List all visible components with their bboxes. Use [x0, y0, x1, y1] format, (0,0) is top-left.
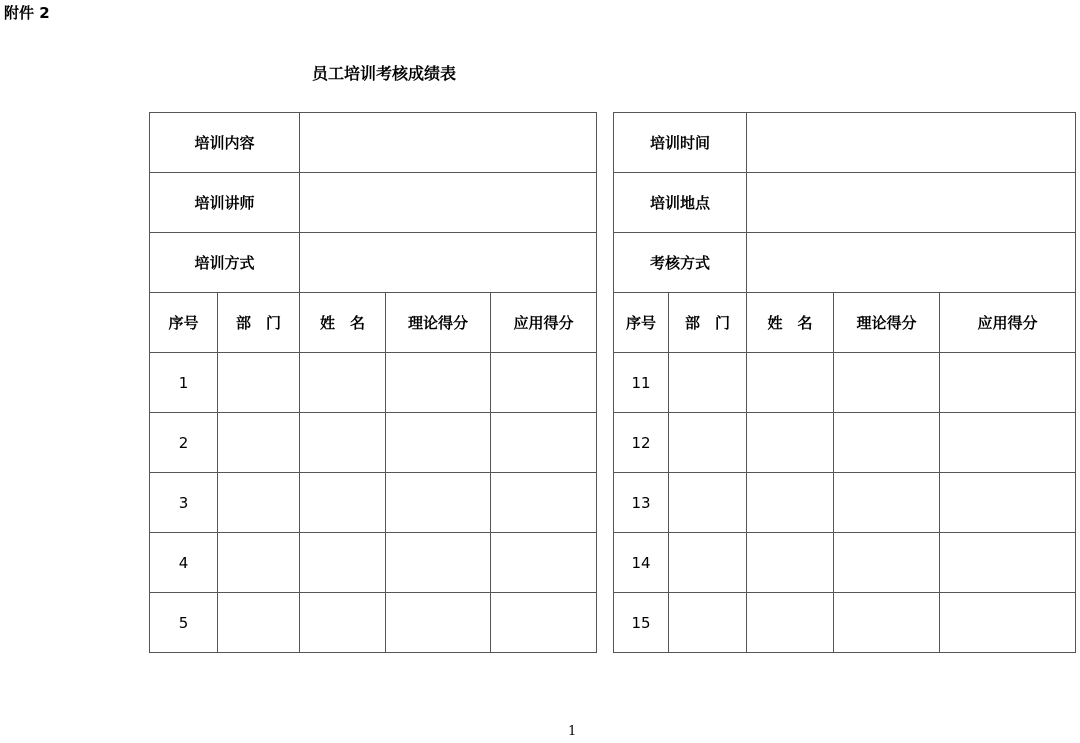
- info-label-training-location: 培训地点: [614, 173, 747, 233]
- annex-label: 附件 2: [4, 4, 50, 22]
- col-header-dept: 部 门: [669, 293, 747, 353]
- dept-cell[interactable]: [669, 413, 747, 473]
- row-number: 11: [614, 353, 669, 413]
- dept-cell[interactable]: [669, 353, 747, 413]
- table-row: [614, 533, 1076, 593]
- theory-score-cell[interactable]: [386, 593, 491, 653]
- table-row: [150, 593, 597, 653]
- applied-score-cell[interactable]: [491, 473, 597, 533]
- table-row: [150, 473, 597, 533]
- row-number: 3: [150, 473, 218, 533]
- dept-cell[interactable]: [669, 533, 747, 593]
- row-number: 13: [614, 473, 669, 533]
- col-header-applied-score: 应用得分: [940, 293, 1076, 353]
- name-cell[interactable]: [300, 593, 386, 653]
- info-value-training-time[interactable]: [747, 113, 1076, 173]
- row-number: 2: [150, 413, 218, 473]
- name-cell[interactable]: [747, 353, 834, 413]
- row-number: 5: [150, 593, 218, 653]
- info-value-training-method[interactable]: [300, 233, 597, 293]
- page-number: 1: [568, 724, 577, 739]
- theory-score-cell[interactable]: [834, 353, 940, 413]
- dept-cell[interactable]: [218, 353, 300, 413]
- score-table-right: [613, 112, 1076, 653]
- name-cell[interactable]: [747, 413, 834, 473]
- applied-score-cell[interactable]: [491, 593, 597, 653]
- name-cell[interactable]: [300, 473, 386, 533]
- dept-cell[interactable]: [218, 533, 300, 593]
- info-row: [614, 113, 1076, 173]
- info-row: [614, 233, 1076, 293]
- applied-score-cell[interactable]: [940, 353, 1076, 413]
- info-value-training-content[interactable]: [300, 113, 597, 173]
- header-row: [614, 293, 1076, 353]
- applied-score-cell[interactable]: [940, 593, 1076, 653]
- info-value-assessment-method[interactable]: [747, 233, 1076, 293]
- table-row: [614, 353, 1076, 413]
- applied-score-cell[interactable]: [491, 533, 597, 593]
- row-number: 1: [150, 353, 218, 413]
- info-row: [614, 173, 1076, 233]
- row-number: 12: [614, 413, 669, 473]
- dept-cell[interactable]: [218, 473, 300, 533]
- applied-score-cell[interactable]: [491, 353, 597, 413]
- header-row: [150, 293, 597, 353]
- table-row: [614, 413, 1076, 473]
- theory-score-cell[interactable]: [386, 413, 491, 473]
- info-label-training-content: 培训内容: [150, 113, 300, 173]
- theory-score-cell[interactable]: [834, 593, 940, 653]
- name-cell[interactable]: [300, 533, 386, 593]
- info-label-training-time: 培训时间: [614, 113, 747, 173]
- col-header-name: 姓 名: [300, 293, 386, 353]
- info-row: [150, 233, 597, 293]
- name-cell[interactable]: [747, 533, 834, 593]
- theory-score-cell[interactable]: [386, 533, 491, 593]
- theory-score-cell[interactable]: [386, 353, 491, 413]
- info-row: [150, 173, 597, 233]
- table-row: [150, 413, 597, 473]
- info-label-training-method: 培训方式: [150, 233, 300, 293]
- col-header-theory-score: 理论得分: [386, 293, 491, 353]
- theory-score-cell[interactable]: [834, 533, 940, 593]
- table-row: [150, 533, 597, 593]
- name-cell[interactable]: [300, 353, 386, 413]
- row-number: 14: [614, 533, 669, 593]
- dept-cell[interactable]: [218, 593, 300, 653]
- table-row: [614, 473, 1076, 533]
- table-row: [614, 593, 1076, 653]
- theory-score-cell[interactable]: [834, 413, 940, 473]
- row-number: 4: [150, 533, 218, 593]
- col-header-dept: 部 门: [218, 293, 300, 353]
- name-cell[interactable]: [300, 413, 386, 473]
- theory-score-cell[interactable]: [834, 473, 940, 533]
- col-header-name: 姓 名: [747, 293, 834, 353]
- table-row: [150, 353, 597, 413]
- score-table-left: [149, 112, 597, 653]
- applied-score-cell[interactable]: [940, 533, 1076, 593]
- name-cell[interactable]: [747, 593, 834, 653]
- page-title: 员工培训考核成绩表: [312, 64, 457, 83]
- info-label-assessment-method: 考核方式: [614, 233, 747, 293]
- dept-cell[interactable]: [669, 473, 747, 533]
- applied-score-cell[interactable]: [491, 413, 597, 473]
- row-number: 15: [614, 593, 669, 653]
- info-value-trainer[interactable]: [300, 173, 597, 233]
- theory-score-cell[interactable]: [386, 473, 491, 533]
- info-row: [150, 113, 597, 173]
- info-value-training-location[interactable]: [747, 173, 1076, 233]
- dept-cell[interactable]: [218, 413, 300, 473]
- col-header-no: 序号: [614, 293, 669, 353]
- name-cell[interactable]: [747, 473, 834, 533]
- info-label-trainer: 培训讲师: [150, 173, 300, 233]
- col-header-applied-score: 应用得分: [491, 293, 597, 353]
- col-header-theory-score: 理论得分: [834, 293, 940, 353]
- col-header-no: 序号: [150, 293, 218, 353]
- applied-score-cell[interactable]: [940, 413, 1076, 473]
- applied-score-cell[interactable]: [940, 473, 1076, 533]
- dept-cell[interactable]: [669, 593, 747, 653]
